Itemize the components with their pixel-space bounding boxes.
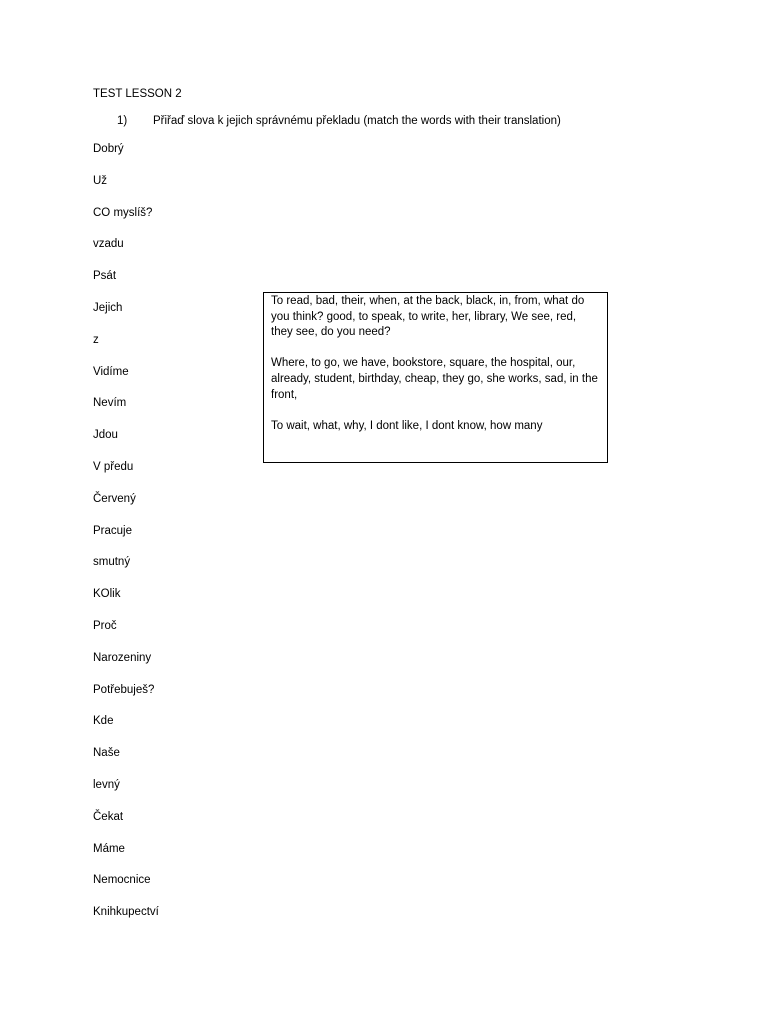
word-item: Už: [93, 174, 108, 187]
word-item: KOlik: [93, 588, 121, 601]
word-item: Potřebuješ?: [93, 683, 155, 696]
word-item: smutný: [93, 556, 131, 569]
translation-paragraph: To read, bad, their, when, at the back, black, in, from, what do you think? good, to speak, to write, her, library, We see, red, they see, do you need?: [271, 295, 585, 339]
instruction-line: [117, 115, 561, 127]
word-item: Nemocnice: [93, 874, 151, 887]
translation-box: [263, 292, 608, 463]
word-item: CO myslíš?: [93, 206, 153, 219]
word-item: Narozeniny: [93, 651, 152, 664]
word-item: Čekat: [93, 810, 124, 823]
instruction-text: Přiřaď slova k jejich správnému překladu (match the words with their translation): [153, 115, 561, 127]
word-item: Vidíme: [93, 365, 129, 378]
word-item: levný: [93, 778, 120, 791]
word-item: Pracuje: [93, 524, 132, 537]
word-item: Kde: [93, 715, 114, 728]
translation-paragraph: Where, to go, we have, bookstore, square, the hospital, our, already, student, birthday, cheap, they go, she works, sad, in the front,: [271, 357, 598, 401]
word-item: Nevím: [93, 397, 127, 410]
word-item: Máme: [93, 842, 125, 855]
document-title: TEST LESSON 2: [93, 88, 182, 100]
word-item: Knihkupectví: [93, 906, 159, 919]
word-item: Psát: [93, 270, 117, 283]
word-item: V předu: [93, 460, 134, 473]
word-item: Proč: [93, 619, 117, 632]
word-item: Červený: [93, 492, 136, 505]
word-list: [93, 142, 159, 937]
instruction-number: 1): [117, 115, 128, 127]
word-item: Jdou: [93, 429, 118, 442]
word-item: vzadu: [93, 238, 124, 251]
word-item: Dobrý: [93, 143, 124, 155]
translation-paragraph: To wait, what, why, I dont like, I dont know, how many: [271, 419, 543, 432]
word-item: Jejich: [93, 301, 123, 314]
word-item: z: [93, 333, 99, 346]
word-item: Naše: [93, 747, 120, 760]
